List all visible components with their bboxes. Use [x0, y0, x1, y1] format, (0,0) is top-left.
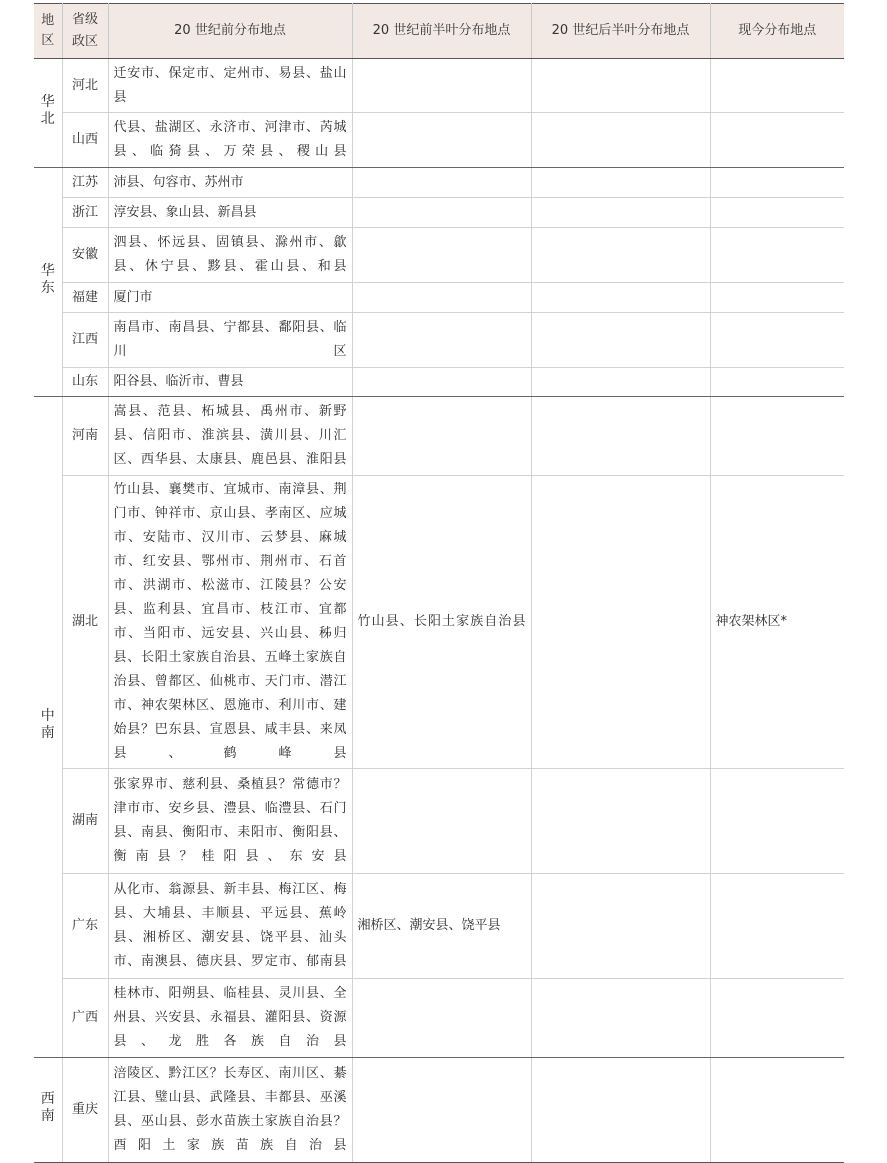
- early20-cell: [352, 1058, 531, 1163]
- late20-cell: [531, 228, 710, 283]
- late20-cell: [531, 113, 710, 168]
- pre20-cell: 南昌市、南昌县、宁都县、鄱阳县、临川区: [108, 313, 352, 368]
- pre20-cell: 淳安县、象山县、新昌县: [108, 198, 352, 228]
- table-row: [34, 1058, 844, 1163]
- table-row: [34, 397, 844, 476]
- table-row: [34, 368, 844, 397]
- present-cell: [710, 59, 844, 113]
- pre20-cell: 代县、盐湖区、永济市、河津市、芮城县、临猗县、万荣县、稷山县: [108, 113, 352, 168]
- late20-cell: [531, 1058, 710, 1163]
- present-cell: [710, 113, 844, 168]
- present-cell: [710, 979, 844, 1058]
- region-cell-zhongnan: 中南: [34, 397, 62, 1058]
- province-cell: 湖北: [62, 476, 108, 769]
- province-cell: 湖南: [62, 769, 108, 874]
- table-row: [34, 979, 844, 1058]
- province-cell: 江西: [62, 313, 108, 368]
- late20-cell: [531, 476, 710, 769]
- table-row: [34, 228, 844, 283]
- region-cell-huabei: 华北: [34, 59, 62, 168]
- pre20-cell: 从化市、翁源县、新丰县、梅江区、梅县、大埔县、丰顺县、平远县、蕉岭县、湘桥区、潮安县、饶平县、汕头市、南澳县、德庆县、罗定市、郁南县: [108, 874, 352, 979]
- pre20-cell: 沛县、句容市、苏州市: [108, 168, 352, 198]
- province-cell: 重庆: [62, 1058, 108, 1163]
- province-cell: 安徽: [62, 228, 108, 283]
- early20-cell: [352, 769, 531, 874]
- pre20-cell: 涪陵区、黔江区？长寿区、南川区、綦江县、璧山县、武隆县、丰都县、巫溪县、巫山县、彭水苗族土家族自治县？酉阳土家族苗族自治县: [108, 1058, 352, 1163]
- early20-cell: [352, 198, 531, 228]
- province-cell: 河南: [62, 397, 108, 476]
- pre20-cell: 阳谷县、临沂市、曹县: [108, 368, 352, 397]
- pre20-cell: 泗县、怀远县、固镇县、滁州市、歙县、休宁县、黟县、霍山县、和县: [108, 228, 352, 283]
- pre20-cell: 嵩县、范县、柘城县、禹州市、新野县、信阳市、淮滨县、潢川县、川汇区、西华县、太康县、鹿邑县、淮阳县: [108, 397, 352, 476]
- present-cell: [710, 228, 844, 283]
- early20-cell: [352, 59, 531, 113]
- province-cell: 山西: [62, 113, 108, 168]
- table-row: [34, 769, 844, 874]
- region-cell-xinan: 西南: [34, 1058, 62, 1163]
- late20-cell: [531, 397, 710, 476]
- pre20-cell: 桂林市、阳朔县、临桂县、灵川县、全州县、兴安县、永福县、灌阳县、资源县、龙胜各族自治县: [108, 979, 352, 1058]
- province-cell: 福建: [62, 283, 108, 313]
- late20-cell: [531, 979, 710, 1058]
- province-cell: 山东: [62, 368, 108, 397]
- late20-cell: [531, 59, 710, 113]
- late20-cell: [531, 283, 710, 313]
- late20-cell: [531, 168, 710, 198]
- early20-cell: [352, 283, 531, 313]
- distribution-table: [34, 3, 844, 1163]
- table-row: [34, 874, 844, 979]
- province-cell: 浙江: [62, 198, 108, 228]
- present-cell: 神农架林区*: [710, 476, 844, 769]
- province-cell: 江苏: [62, 168, 108, 198]
- header-present: 现今分布地点: [710, 4, 844, 59]
- table-row: [34, 198, 844, 228]
- header-province: 省级政区: [62, 4, 108, 59]
- present-cell: [710, 313, 844, 368]
- table-row: [34, 476, 844, 769]
- late20-cell: [531, 769, 710, 874]
- present-cell: [710, 283, 844, 313]
- pre20-cell: 厦门市: [108, 283, 352, 313]
- header-late-20th-century: 20 世纪后半叶分布地点: [531, 4, 710, 59]
- late20-cell: [531, 198, 710, 228]
- late20-cell: [531, 368, 710, 397]
- pre20-cell: 张家界市、慈利县、桑植县？常德市？津市市、安乡县、澧县、临澧县、石门县、南县、衡阳市、耒阳市、衡阳县、衡南县？桂阳县、东安县: [108, 769, 352, 874]
- early20-cell: [352, 397, 531, 476]
- pre20-cell: 竹山县、襄樊市、宜城市、南漳县、荆门市、钟祥市、京山县、孝南区、应城市、安陆市、汉川市、云梦县、麻城市、红安县、鄂州市、荆州市、石首市、洪湖市、松滋市、江陵县？公安县、监利县、宜昌市、枝江市、宜都市、当阳市、远安县、兴山县、秭归县、长阳土家族自治县、五峰土家族自治县、曾都区、仙桃市、天门市、潜江市、神农架林区、恩施市、利川市、建始县？巴东县、宣恩县、咸丰县、来凤县、鹤峰县: [108, 476, 352, 769]
- table-row: [34, 113, 844, 168]
- region-cell-huadong: 华东: [34, 168, 62, 397]
- header-early-20th-century: 20 世纪前半叶分布地点: [352, 4, 531, 59]
- header-region: 地区: [34, 4, 62, 59]
- province-cell: 广西: [62, 979, 108, 1058]
- pre20-cell: 迁安市、保定市、定州市、易县、盐山县: [108, 59, 352, 113]
- present-cell: [710, 874, 844, 979]
- early20-cell: [352, 979, 531, 1058]
- present-cell: [710, 397, 844, 476]
- table-row: [34, 313, 844, 368]
- early20-cell: 竹山县、长阳土家族自治县: [352, 476, 531, 769]
- early20-cell: [352, 368, 531, 397]
- present-cell: [710, 368, 844, 397]
- table-header-row: [34, 4, 844, 59]
- early20-cell: 湘桥区、潮安县、饶平县: [352, 874, 531, 979]
- present-cell: [710, 1058, 844, 1163]
- table-row: [34, 168, 844, 198]
- province-cell: 河北: [62, 59, 108, 113]
- early20-cell: [352, 228, 531, 283]
- early20-cell: [352, 113, 531, 168]
- table-row: [34, 59, 844, 113]
- early20-cell: [352, 168, 531, 198]
- header-pre-20th-century: 20 世纪前分布地点: [108, 4, 352, 59]
- present-cell: [710, 168, 844, 198]
- present-cell: [710, 198, 844, 228]
- early20-cell: [352, 313, 531, 368]
- province-cell: 广东: [62, 874, 108, 979]
- late20-cell: [531, 313, 710, 368]
- present-cell: [710, 769, 844, 874]
- late20-cell: [531, 874, 710, 979]
- table-row: [34, 283, 844, 313]
